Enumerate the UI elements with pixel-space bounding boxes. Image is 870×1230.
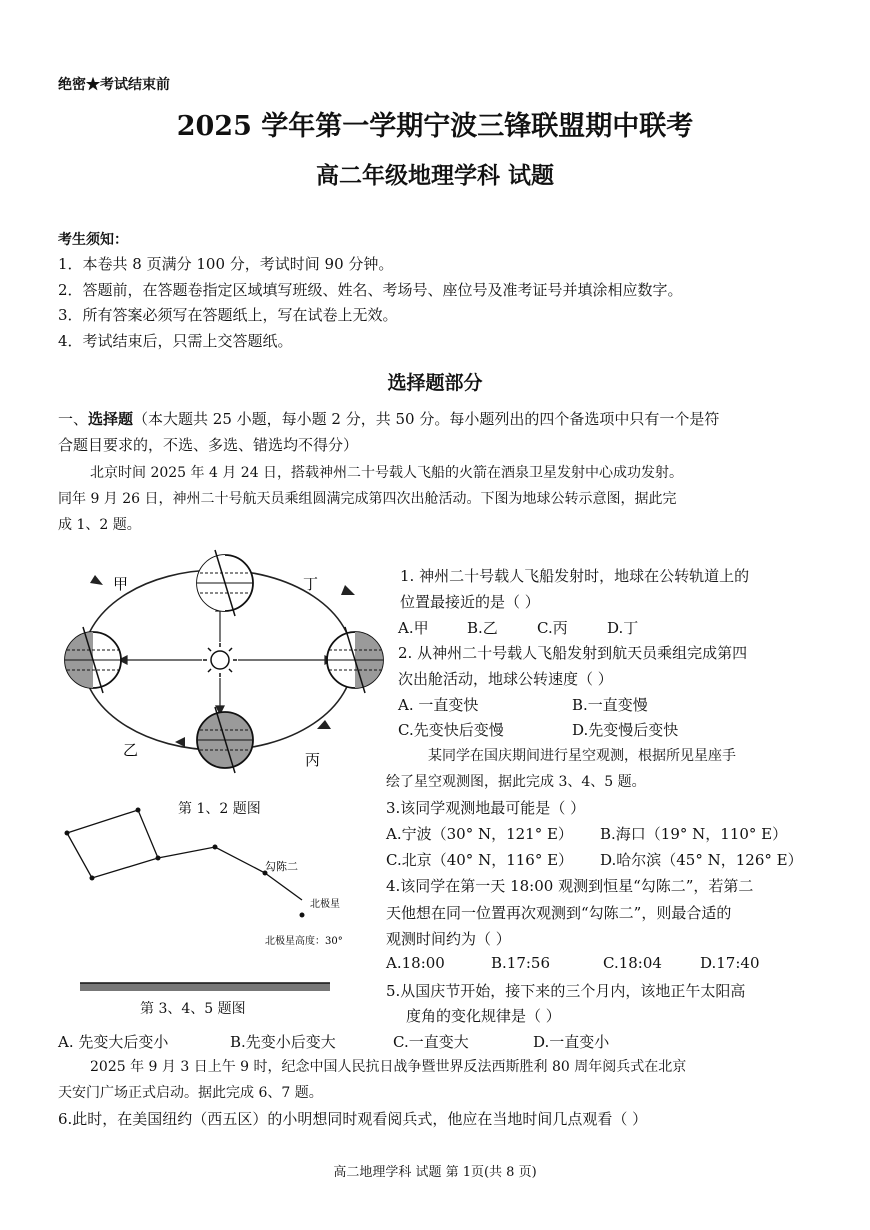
star-label-gouchen: 勾陈二	[265, 860, 298, 873]
intro1-line: 北京时间 2025 年 4 月 24 日，搭载神州二十号载人飞船的火箭在酒泉卫星发射中心成功发射。	[90, 465, 684, 481]
q1-option: D.丁	[607, 619, 639, 637]
orbit-arrow	[90, 575, 103, 585]
q1-option: B.乙	[467, 619, 498, 637]
q2-option: C.先变快后变慢	[398, 721, 504, 739]
q5-option: D.一直变小	[533, 1033, 610, 1051]
notice-item: 1．本卷共 8 页满分 100 分，考试时间 90 分钟。	[58, 255, 394, 273]
page-footer: 高二地理学科 试题 第 1页(共 8 页)	[333, 1165, 537, 1180]
part1-desc-line2: 合题目要求的，不选、多选、错选均不得分）	[58, 436, 359, 454]
exam-subtitle: 高二年级地理学科 试题	[315, 162, 554, 189]
figure1-caption: 第 1、2 题图	[178, 801, 261, 817]
figure2-caption: 第 3、4、5 题图	[140, 1001, 246, 1017]
part1-desc: （本大题共 25 小题，每小题 2 分，共 50 分。每小题列出的四个备选项中只有一个是符	[133, 410, 720, 428]
q5-option: C.一直变大	[393, 1033, 469, 1051]
q4-stem: 天他想在同一位置再次观测到“勾陈二”，则最合适的	[386, 904, 732, 922]
q4-option: A.18:00	[386, 954, 445, 972]
sun-icon	[203, 643, 237, 677]
q4-stem: 4.该同学在第一天 18:00 观测到恒星“勾陈二”，若第二	[386, 877, 754, 895]
q6-stem: 6.此时，在美国纽约（西五区）的小明想同时观看阅兵式，他应在当地时间几点观看（ ）	[58, 1110, 648, 1128]
q2-option: B.一直变慢	[572, 696, 648, 714]
intro3-line: 天安门广场正式启动。据此完成 6、7 题。	[58, 1085, 323, 1101]
polaris-altitude-label: 北极星高度：30°	[265, 936, 343, 947]
earth-top	[197, 550, 253, 616]
label-bing: 丙	[305, 751, 321, 769]
q5-stem: 度角的变化规律是（ ）	[406, 1007, 561, 1025]
q3-stem: 3.该同学观测地最可能是（ ）	[386, 799, 586, 817]
earth-bottom	[197, 707, 253, 773]
q3-option: C.北京（40° N，116° E）	[386, 851, 574, 869]
label-jia: 甲	[113, 575, 129, 593]
q4-option: D.17:40	[700, 954, 760, 972]
ground-line	[80, 983, 330, 991]
q1-stem: 位置最接近的是（ ）	[400, 593, 540, 611]
notice-item: 2．答题前，在答题卷指定区域填写班级、姓名、考场号、座位号及准考证号并填涂相应数字。	[58, 281, 683, 299]
confidential-mark: 绝密★考试结束前	[58, 77, 170, 93]
q2-option: D.先变慢后变快	[572, 721, 679, 739]
q3-option: B.海口（19° N，110° E）	[600, 825, 788, 843]
part1-prefix: 一、	[58, 410, 89, 428]
q5-stem: 5.从国庆节开始，接下来的三个月内，该地正午太阳高	[386, 982, 746, 1000]
q3-option: A.宁波（30° N，121° E）	[386, 825, 573, 843]
q4-option: B.17:56	[491, 954, 551, 972]
q2-stem: 次出舱活动，地球公转速度（ ）	[398, 670, 613, 688]
star-chart-diagram	[55, 800, 395, 995]
q1-option: A.甲	[398, 619, 429, 637]
intro1-line: 同年 9 月 26 日，神州二十号航天员乘组圆满完成第四次出舱活动。下图为地球公转示意图，据此完	[58, 491, 677, 507]
intro2-line: 绘了星空观测图，据此完成 3、4、5 题。	[386, 774, 646, 790]
label-ding: 丁	[303, 575, 319, 593]
notice-item: 4．考试结束后，只需上交答题纸。	[58, 332, 293, 350]
q5-option: A. 先变大后变小	[58, 1033, 169, 1051]
q2-stem: 2. 从神州二十号载人飞船发射到航天员乘组完成第四	[398, 644, 748, 662]
q2-option: A. 一直变快	[398, 696, 479, 714]
notice-item: 3．所有答案必须写在答题纸上，写在试卷上无效。	[58, 306, 398, 324]
intro1-line: 成 1、2 题。	[58, 517, 141, 533]
notice-heading: 考生须知：	[58, 232, 128, 248]
star-label-polaris: 北极星	[310, 899, 340, 910]
exam-title: 2025 学年第一学期宁波三锋联盟期中联考	[176, 111, 694, 142]
section-title: 选择题部分	[387, 372, 483, 394]
intro3-line: 2025 年 9 月 3 日上午 9 时，纪念中国人民抗日战争暨世界反法西斯胜利 80 周年阅兵式在北京	[90, 1059, 687, 1075]
earth-right	[327, 627, 383, 693]
q3-option: D.哈尔滨（45° N，126° E）	[600, 851, 803, 869]
part1-label: 选择题	[88, 410, 134, 428]
label-yi: 乙	[123, 741, 139, 759]
earth-left	[65, 627, 121, 693]
q1-option: C.丙	[537, 619, 568, 637]
q4-option: C.18:04	[603, 954, 662, 972]
earth-orbit-diagram	[55, 545, 390, 785]
part1-heading	[58, 408, 719, 429]
orbit-arrow	[317, 720, 331, 729]
q4-stem: 观测时间约为（ ）	[386, 930, 511, 948]
q1-stem: 1. 神州二十号载人飞船发射时，地球在公转轨道上的	[400, 567, 750, 585]
q5-option: B.先变小后变大	[230, 1033, 336, 1051]
orbit-arrow	[341, 585, 355, 595]
intro2-line: 某同学在国庆期间进行星空观测，根据所见星座手	[428, 748, 736, 764]
